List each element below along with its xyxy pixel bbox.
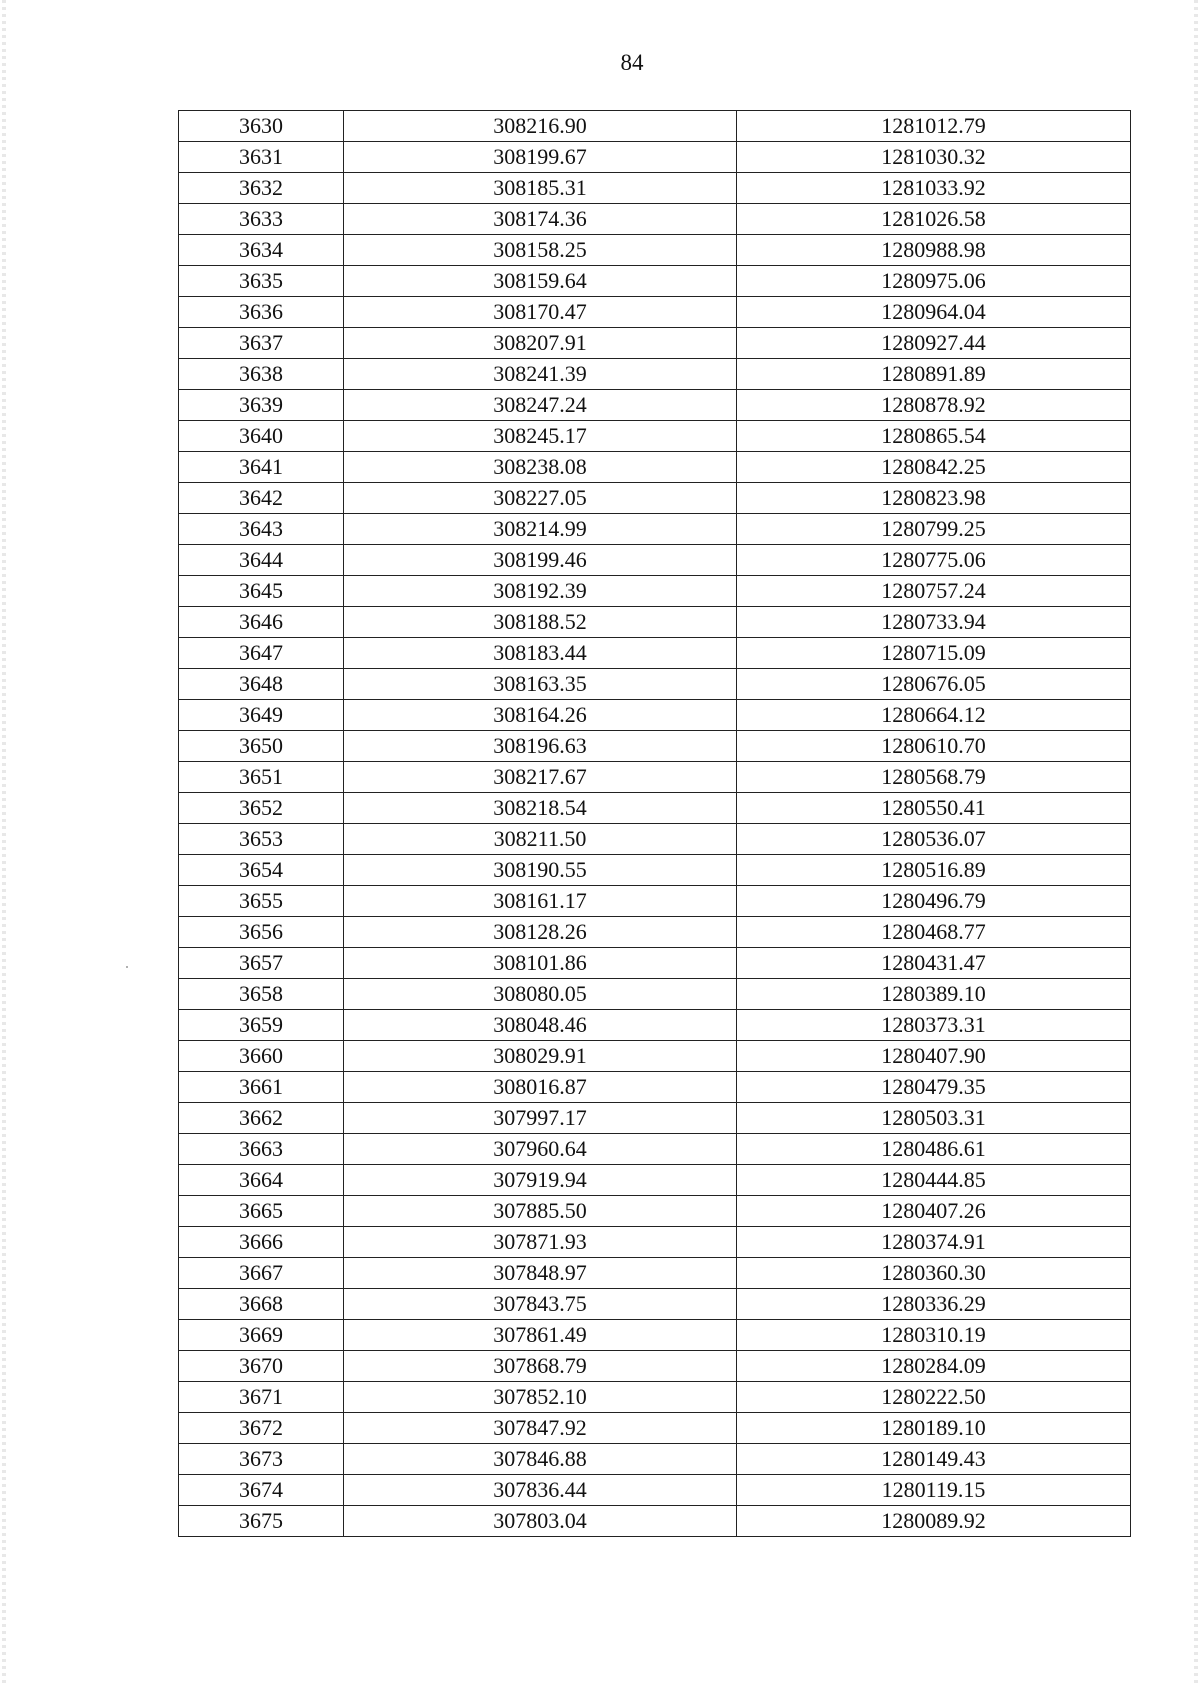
y-coordinate-cell: 1280516.89 — [737, 855, 1131, 886]
table-row — [179, 1134, 1131, 1165]
x-coordinate-cell: 307848.97 — [344, 1258, 737, 1289]
point-number-cell: 3655 — [179, 886, 344, 917]
point-number-cell: 3667 — [179, 1258, 344, 1289]
y-coordinate-cell: 1280222.50 — [737, 1382, 1131, 1413]
y-coordinate-cell: 1280374.91 — [737, 1227, 1131, 1258]
table-row — [179, 235, 1131, 266]
point-number-cell: 3644 — [179, 545, 344, 576]
y-coordinate-cell: 1280536.07 — [737, 824, 1131, 855]
y-coordinate-cell: 1281033.92 — [737, 173, 1131, 204]
point-number-cell: 3645 — [179, 576, 344, 607]
y-coordinate-cell: 1280431.47 — [737, 948, 1131, 979]
x-coordinate-cell: 308170.47 — [344, 297, 737, 328]
table-row — [179, 390, 1131, 421]
x-coordinate-cell: 307960.64 — [344, 1134, 737, 1165]
table-row — [179, 731, 1131, 762]
table-row — [179, 762, 1131, 793]
x-coordinate-cell: 308245.17 — [344, 421, 737, 452]
point-number-cell: 3669 — [179, 1320, 344, 1351]
y-coordinate-cell: 1280891.89 — [737, 359, 1131, 390]
y-coordinate-cell: 1280842.25 — [737, 452, 1131, 483]
y-coordinate-cell: 1280496.79 — [737, 886, 1131, 917]
y-coordinate-cell: 1280444.85 — [737, 1165, 1131, 1196]
point-number-cell: 3660 — [179, 1041, 344, 1072]
y-coordinate-cell: 1280407.26 — [737, 1196, 1131, 1227]
point-number-cell: 3651 — [179, 762, 344, 793]
y-coordinate-cell: 1280336.29 — [737, 1289, 1131, 1320]
x-coordinate-cell: 307861.49 — [344, 1320, 737, 1351]
table-row — [179, 979, 1131, 1010]
x-coordinate-cell: 308238.08 — [344, 452, 737, 483]
table-row — [179, 917, 1131, 948]
table-row — [179, 1165, 1131, 1196]
y-coordinate-cell: 1280407.90 — [737, 1041, 1131, 1072]
table-row — [179, 452, 1131, 483]
table-row — [179, 1413, 1131, 1444]
y-coordinate-cell: 1280089.92 — [737, 1506, 1131, 1537]
point-number-cell: 3632 — [179, 173, 344, 204]
x-coordinate-cell: 307885.50 — [344, 1196, 737, 1227]
point-number-cell: 3671 — [179, 1382, 344, 1413]
point-number-cell: 3663 — [179, 1134, 344, 1165]
table-row — [179, 173, 1131, 204]
x-coordinate-cell: 308227.05 — [344, 483, 737, 514]
y-coordinate-cell: 1280610.70 — [737, 731, 1131, 762]
table-row — [179, 483, 1131, 514]
x-coordinate-cell: 308217.67 — [344, 762, 737, 793]
coordinate-table-body — [179, 111, 1131, 1537]
point-number-cell: 3673 — [179, 1444, 344, 1475]
x-coordinate-cell: 307846.88 — [344, 1444, 737, 1475]
x-coordinate-cell: 308016.87 — [344, 1072, 737, 1103]
point-number-cell: 3641 — [179, 452, 344, 483]
point-number-cell: 3665 — [179, 1196, 344, 1227]
x-coordinate-cell: 308080.05 — [344, 979, 737, 1010]
scan-edge-right — [1194, 0, 1198, 1686]
y-coordinate-cell: 1280823.98 — [737, 483, 1131, 514]
point-number-cell: 3635 — [179, 266, 344, 297]
point-number-cell: 3657 — [179, 948, 344, 979]
point-number-cell: 3637 — [179, 328, 344, 359]
x-coordinate-cell: 308161.17 — [344, 886, 737, 917]
y-coordinate-cell: 1280310.19 — [737, 1320, 1131, 1351]
point-number-cell: 3631 — [179, 142, 344, 173]
point-number-cell: 3640 — [179, 421, 344, 452]
y-coordinate-cell: 1280568.79 — [737, 762, 1131, 793]
point-number-cell: 3643 — [179, 514, 344, 545]
x-coordinate-cell: 308029.91 — [344, 1041, 737, 1072]
point-number-cell: 3633 — [179, 204, 344, 235]
table-row — [179, 948, 1131, 979]
table-row — [179, 793, 1131, 824]
x-coordinate-cell: 307847.92 — [344, 1413, 737, 1444]
table-row — [179, 1506, 1131, 1537]
point-number-cell: 3630 — [179, 111, 344, 142]
table-row — [179, 514, 1131, 545]
y-coordinate-cell: 1281012.79 — [737, 111, 1131, 142]
point-number-cell: 3662 — [179, 1103, 344, 1134]
x-coordinate-cell: 308199.46 — [344, 545, 737, 576]
x-coordinate-cell: 308188.52 — [344, 607, 737, 638]
point-number-cell: 3649 — [179, 700, 344, 731]
table-row — [179, 545, 1131, 576]
x-coordinate-cell: 308128.26 — [344, 917, 737, 948]
y-coordinate-cell: 1280189.10 — [737, 1413, 1131, 1444]
point-number-cell: 3642 — [179, 483, 344, 514]
table-row — [179, 576, 1131, 607]
table-row — [179, 1072, 1131, 1103]
x-coordinate-cell: 308196.63 — [344, 731, 737, 762]
y-coordinate-cell: 1280757.24 — [737, 576, 1131, 607]
point-number-cell: 3650 — [179, 731, 344, 762]
point-number-cell: 3656 — [179, 917, 344, 948]
x-coordinate-cell: 307997.17 — [344, 1103, 737, 1134]
y-coordinate-cell: 1280360.30 — [737, 1258, 1131, 1289]
x-coordinate-cell: 308216.90 — [344, 111, 737, 142]
point-number-cell: 3653 — [179, 824, 344, 855]
y-coordinate-cell: 1280733.94 — [737, 607, 1131, 638]
table-row — [179, 1258, 1131, 1289]
y-coordinate-cell: 1280389.10 — [737, 979, 1131, 1010]
point-number-cell: 3648 — [179, 669, 344, 700]
y-coordinate-cell: 1281030.32 — [737, 142, 1131, 173]
coordinate-table — [178, 110, 1131, 1537]
table-row — [179, 1475, 1131, 1506]
x-coordinate-cell: 307852.10 — [344, 1382, 737, 1413]
x-coordinate-cell: 307843.75 — [344, 1289, 737, 1320]
x-coordinate-cell: 308190.55 — [344, 855, 737, 886]
point-number-cell: 3646 — [179, 607, 344, 638]
point-number-cell: 3672 — [179, 1413, 344, 1444]
page-number: 84 — [620, 50, 644, 75]
x-coordinate-cell: 307803.04 — [344, 1506, 737, 1537]
point-number-cell: 3636 — [179, 297, 344, 328]
table-row — [179, 700, 1131, 731]
scan-edge-left — [2, 0, 6, 1686]
table-row — [179, 1041, 1131, 1072]
y-coordinate-cell: 1280149.43 — [737, 1444, 1131, 1475]
y-coordinate-cell: 1280486.61 — [737, 1134, 1131, 1165]
x-coordinate-cell: 308164.26 — [344, 700, 737, 731]
x-coordinate-cell: 308214.99 — [344, 514, 737, 545]
table-row — [179, 142, 1131, 173]
table-row — [179, 855, 1131, 886]
point-number-cell: 3647 — [179, 638, 344, 669]
x-coordinate-cell: 307871.93 — [344, 1227, 737, 1258]
x-coordinate-cell: 308211.50 — [344, 824, 737, 855]
x-coordinate-cell: 307836.44 — [344, 1475, 737, 1506]
x-coordinate-cell: 308048.46 — [344, 1010, 737, 1041]
x-coordinate-cell: 308218.54 — [344, 793, 737, 824]
x-coordinate-cell: 308159.64 — [344, 266, 737, 297]
y-coordinate-cell: 1280865.54 — [737, 421, 1131, 452]
table-row — [179, 607, 1131, 638]
point-number-cell: 3634 — [179, 235, 344, 266]
table-row — [179, 824, 1131, 855]
point-number-cell: 3661 — [179, 1072, 344, 1103]
point-number-cell: 3670 — [179, 1351, 344, 1382]
table-row — [179, 669, 1131, 700]
y-coordinate-cell: 1280503.31 — [737, 1103, 1131, 1134]
x-coordinate-cell: 308101.86 — [344, 948, 737, 979]
point-number-cell: 3638 — [179, 359, 344, 390]
table-row — [179, 297, 1131, 328]
y-coordinate-cell: 1280119.15 — [737, 1475, 1131, 1506]
y-coordinate-cell: 1280284.09 — [737, 1351, 1131, 1382]
y-coordinate-cell: 1280799.25 — [737, 514, 1131, 545]
table-row — [179, 886, 1131, 917]
point-number-cell: 3675 — [179, 1506, 344, 1537]
point-number-cell: 3654 — [179, 855, 344, 886]
x-coordinate-cell: 308183.44 — [344, 638, 737, 669]
x-coordinate-cell: 308174.36 — [344, 204, 737, 235]
x-coordinate-cell: 308247.24 — [344, 390, 737, 421]
x-coordinate-cell: 308192.39 — [344, 576, 737, 607]
y-coordinate-cell: 1280988.98 — [737, 235, 1131, 266]
y-coordinate-cell: 1280550.41 — [737, 793, 1131, 824]
table-row — [179, 204, 1131, 235]
y-coordinate-cell: 1280964.04 — [737, 297, 1131, 328]
x-coordinate-cell: 308241.39 — [344, 359, 737, 390]
point-number-cell: 3668 — [179, 1289, 344, 1320]
x-coordinate-cell: 307919.94 — [344, 1165, 737, 1196]
y-coordinate-cell: 1280715.09 — [737, 638, 1131, 669]
table-row — [179, 1444, 1131, 1475]
x-coordinate-cell: 308163.35 — [344, 669, 737, 700]
point-number-cell: 3639 — [179, 390, 344, 421]
table-row — [179, 1351, 1131, 1382]
point-number-cell: 3674 — [179, 1475, 344, 1506]
y-coordinate-cell: 1280927.44 — [737, 328, 1131, 359]
y-coordinate-cell: 1280468.77 — [737, 917, 1131, 948]
x-coordinate-cell: 308199.67 — [344, 142, 737, 173]
x-coordinate-cell: 308207.91 — [344, 328, 737, 359]
table-row — [179, 1103, 1131, 1134]
y-coordinate-cell: 1280373.31 — [737, 1010, 1131, 1041]
table-row — [179, 1010, 1131, 1041]
y-coordinate-cell: 1280676.05 — [737, 669, 1131, 700]
y-coordinate-cell: 1280664.12 — [737, 700, 1131, 731]
table-row — [179, 111, 1131, 142]
y-coordinate-cell: 1280878.92 — [737, 390, 1131, 421]
point-number-cell: 3664 — [179, 1165, 344, 1196]
point-number-cell: 3659 — [179, 1010, 344, 1041]
table-row — [179, 1227, 1131, 1258]
table-row — [179, 1320, 1131, 1351]
x-coordinate-cell: 308185.31 — [344, 173, 737, 204]
point-number-cell: 3652 — [179, 793, 344, 824]
table-row — [179, 638, 1131, 669]
table-row — [179, 266, 1131, 297]
scan-speck — [126, 966, 128, 968]
table-row — [179, 1382, 1131, 1413]
y-coordinate-cell: 1280975.06 — [737, 266, 1131, 297]
y-coordinate-cell: 1280775.06 — [737, 545, 1131, 576]
y-coordinate-cell: 1281026.58 — [737, 204, 1131, 235]
table-row — [179, 1289, 1131, 1320]
point-number-cell: 3658 — [179, 979, 344, 1010]
x-coordinate-cell: 307868.79 — [344, 1351, 737, 1382]
y-coordinate-cell: 1280479.35 — [737, 1072, 1131, 1103]
table-row — [179, 328, 1131, 359]
point-number-cell: 3666 — [179, 1227, 344, 1258]
table-row — [179, 421, 1131, 452]
x-coordinate-cell: 308158.25 — [344, 235, 737, 266]
table-row — [179, 359, 1131, 390]
table-row — [179, 1196, 1131, 1227]
